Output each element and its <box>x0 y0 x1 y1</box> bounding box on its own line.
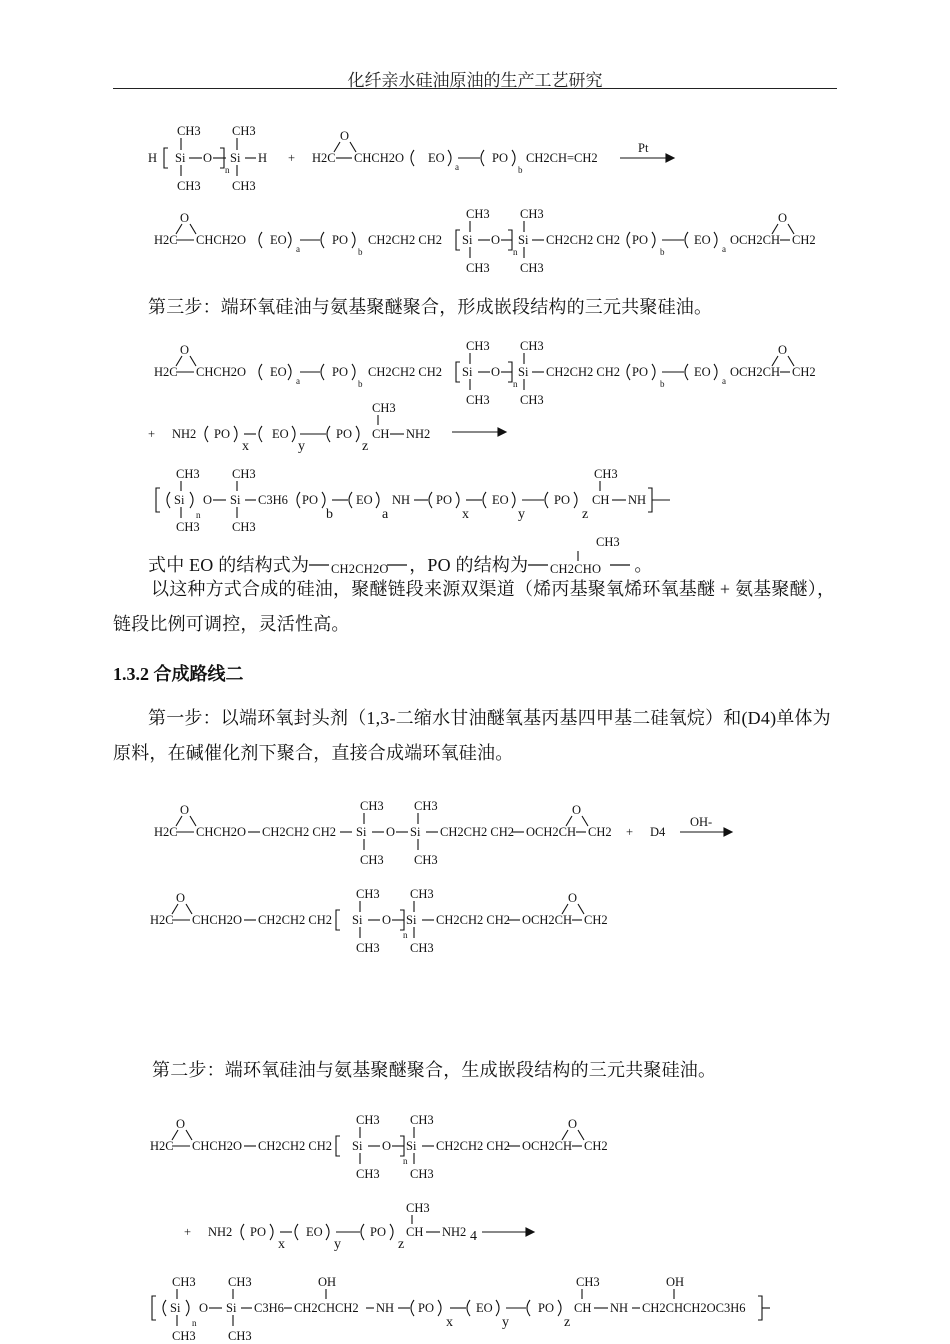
po-methyl <box>590 532 630 550</box>
chem-label: Si <box>175 151 186 165</box>
chem-label: H2C <box>154 233 178 247</box>
chem-label: Si <box>462 233 473 247</box>
scheme-route2-amino-polyether <box>0 1196 950 1256</box>
chem-label: PO <box>302 493 318 507</box>
chem-label: b <box>326 507 333 522</box>
chem-label: CH3 <box>360 853 384 867</box>
chem-label: NH <box>628 493 647 507</box>
chem-label: OCH2CH <box>526 825 577 839</box>
product-block-copolymer <box>0 462 950 534</box>
chem-label: O <box>180 803 190 817</box>
running-header: 化纤亲水硅油原油的生产工艺研究 <box>347 71 603 90</box>
chem-label: a <box>296 244 300 254</box>
chem-label: PO <box>336 427 352 441</box>
chem-label: CHCH2O <box>192 913 243 927</box>
chem-label: CH2CH2 CH2 <box>436 1139 510 1153</box>
chem-label: NH2 <box>172 427 197 441</box>
chem-label: CH3 <box>520 261 544 275</box>
chem-label: CH3 <box>356 941 380 955</box>
chem-label: CH3 <box>356 1113 380 1127</box>
chem-label: O <box>203 493 213 507</box>
chem-label: CHCH2O <box>196 825 247 839</box>
scheme-amino-polyether <box>0 398 950 458</box>
chem-label: CH3 <box>520 393 544 407</box>
chem-label: CH3 <box>414 799 438 813</box>
chem-label: CH3 <box>410 1113 434 1127</box>
chem-label: CHCH2O <box>354 151 405 165</box>
chem-label: H2C <box>154 825 178 839</box>
chem-label: Pt <box>638 141 649 155</box>
chem-label: y <box>518 507 525 522</box>
step2-text: 第二步：端环氧硅油与氨基聚醚聚合，生成嵌段结构的三元共聚硅油。 <box>152 1060 717 1080</box>
chem-label: CH3 <box>410 941 434 955</box>
chem-label: CH3 <box>172 1275 196 1289</box>
chem-label: CH3 <box>594 467 618 481</box>
chem-label: Si <box>352 913 363 927</box>
chem-label: CH3 <box>177 124 201 138</box>
chem-label: CH3 <box>232 179 256 193</box>
chem-label: PO <box>332 233 348 247</box>
chem-label: CH2CHCH2OC3H6 <box>642 1301 746 1315</box>
chem-label: CH3 <box>372 401 396 415</box>
chem-label: PO <box>632 365 648 379</box>
chem-label: CH2 <box>792 365 816 379</box>
formula-note-prefix: 式中 EO 的结构式为 <box>148 555 310 575</box>
chem-label: n <box>196 510 201 520</box>
chem-label: + <box>148 427 156 441</box>
chem-label: CH3 <box>410 1167 434 1181</box>
chem-label: CH3 <box>520 339 544 353</box>
chem-label: z <box>362 439 369 454</box>
chem-label: + <box>626 825 634 839</box>
chem-label: PO <box>492 151 508 165</box>
chem-label: x <box>462 507 469 522</box>
chem-label: CH3 <box>232 467 256 481</box>
chem-label: OCH2CH <box>730 233 781 247</box>
chem-label: O <box>203 151 213 165</box>
chem-label: CH3 <box>410 887 434 901</box>
chem-label: n <box>513 379 518 389</box>
chem-label: Si <box>518 233 529 247</box>
chem-label: a <box>722 376 726 386</box>
chem-label: CH2CH2O <box>331 562 389 575</box>
chem-label: EO <box>694 233 711 247</box>
chem-label: x <box>446 1315 453 1330</box>
chem-label: b <box>518 165 523 175</box>
chem-label: Si <box>518 365 529 379</box>
chem-label: CH3 <box>360 799 384 813</box>
chem-label: O <box>176 1117 186 1131</box>
chem-label: OCH2CH <box>522 913 573 927</box>
section-heading: 1.3.2 合成路线二 <box>113 664 244 684</box>
chem-label: NH2 <box>208 1225 233 1239</box>
scheme-route2-step2-silicone <box>0 1106 950 1186</box>
chem-label: O <box>778 343 788 357</box>
chem-label: CH <box>592 493 610 507</box>
chem-label: Si <box>406 913 417 927</box>
chem-label: O <box>491 233 501 247</box>
chem-label: Si <box>462 365 473 379</box>
chem-label: EO <box>356 493 373 507</box>
chem-label: CH3 <box>414 853 438 867</box>
chem-label: EO <box>694 365 711 379</box>
chem-label: z <box>564 1315 571 1330</box>
chem-label: OCH2CH <box>730 365 781 379</box>
chem-label: b <box>358 247 363 257</box>
chem-label: O <box>568 891 578 905</box>
chem-label: CH2CHCH2 <box>294 1301 359 1315</box>
chem-label: CH3 <box>520 207 544 221</box>
chem-label: a <box>455 162 459 172</box>
chem-label: CH3 <box>466 207 490 221</box>
chem-label: CH3 <box>466 393 490 407</box>
chem-label: CH3 <box>177 179 201 193</box>
chem-label: CH <box>372 427 390 441</box>
chem-label: CH3 <box>406 1201 430 1215</box>
chem-label: PO <box>554 493 570 507</box>
chem-label: H <box>148 151 158 165</box>
chem-label: O <box>491 365 501 379</box>
chem-label: EO <box>306 1225 323 1239</box>
chem-label: Si <box>356 825 367 839</box>
chem-label: CHCH2O <box>196 233 247 247</box>
chem-label: O <box>382 1139 392 1153</box>
chem-label: CH3 <box>596 535 620 549</box>
product-route2-epoxy-silicone <box>0 880 950 960</box>
chem-label: Si <box>230 493 241 507</box>
chem-label: CH2CH2 CH2 <box>436 913 510 927</box>
chem-label: C3H6 <box>258 493 288 507</box>
chem-label: Si <box>406 1139 417 1153</box>
chem-label: CH2CH2 CH2 <box>546 233 620 247</box>
chem-label: CH2 <box>584 1139 608 1153</box>
chem-label: CH2 <box>588 825 612 839</box>
chem-label: CH2CH2 CH2 <box>258 1139 332 1153</box>
chem-label: x <box>278 1237 285 1252</box>
chem-label: CHCH2O <box>192 1139 243 1153</box>
chem-label: CH2CH=CH2 <box>526 151 598 165</box>
chem-label: Si <box>410 825 421 839</box>
chem-label: CH2 <box>792 233 816 247</box>
chem-label: OH <box>318 1275 337 1289</box>
chem-label: H2C <box>312 151 336 165</box>
chem-label: n <box>403 930 408 940</box>
step1-text: 第一步：以端环氧封头剂（1,3-二缩水甘油醚氧基丙基四甲基二硅氧烷）和(D4)单体为原料，在碱催化剂下聚合，直接合成端环氧硅油。 <box>113 708 831 763</box>
chem-label: CH2CH2 CH2 <box>440 825 514 839</box>
chem-label: CH3 <box>466 261 490 275</box>
chem-label: O <box>778 211 788 225</box>
chem-label: CH2CH2 CH2 <box>368 233 442 247</box>
chem-label: O <box>382 913 392 927</box>
chem-label: n <box>513 247 518 257</box>
chem-label: CH2CH2 CH2 <box>262 825 336 839</box>
chem-label: Si <box>352 1139 363 1153</box>
chem-label: CH2 <box>584 913 608 927</box>
chem-label: PO <box>436 493 452 507</box>
chem-label: Si <box>174 493 185 507</box>
chem-label: y <box>298 439 305 454</box>
chem-label: y <box>334 1237 341 1252</box>
formula-note-end: 。 <box>634 555 653 575</box>
paragraph-route-one: 以这种方式合成的硅油，聚醚链段来源双渠道（烯丙基聚氧烯环氧基醚 + 氨基聚醚），链段比例可调控，灵活性高。 <box>113 579 836 634</box>
chem-label: z <box>582 507 589 522</box>
chem-label: CH2CHO <box>550 562 602 575</box>
product-route2-block-copolymer <box>0 1270 950 1344</box>
chem-label: CH3 <box>232 520 256 534</box>
chem-label: n <box>403 1156 408 1166</box>
chem-label: CHCH2O <box>196 365 247 379</box>
step3-text: 第三步：端环氧硅油与氨基聚醚聚合，形成嵌段结构的三元共聚硅油。 <box>148 297 713 317</box>
chem-label: O <box>180 343 190 357</box>
chem-label: O <box>568 1117 578 1131</box>
chem-label: CH3 <box>466 339 490 353</box>
chem-label: O <box>199 1301 209 1315</box>
chem-label: Si <box>230 151 241 165</box>
chem-label: H2C <box>154 365 178 379</box>
product-epoxy-silicone <box>0 200 950 282</box>
chem-label: CH3 <box>228 1275 252 1289</box>
chem-label: CH3 <box>232 124 256 138</box>
chem-label: EO <box>270 365 287 379</box>
chem-label: PO <box>538 1301 554 1315</box>
chem-label: CH <box>574 1301 592 1315</box>
scheme-route2-step1 <box>0 792 950 872</box>
chem-label: CH3 <box>576 1275 600 1289</box>
chem-label: Si <box>226 1301 237 1315</box>
chem-label: NH2 <box>442 1225 467 1239</box>
chem-label: OH- <box>690 815 713 829</box>
chem-label: O <box>386 825 396 839</box>
chem-label: PO <box>370 1225 386 1239</box>
chem-label: NH <box>392 493 411 507</box>
formula-note-mid: ，PO 的结构为 <box>409 555 529 575</box>
chem-label: CH <box>406 1225 424 1239</box>
chem-label: a <box>722 244 726 254</box>
chem-label: EO <box>428 151 445 165</box>
chem-label: PO <box>418 1301 434 1315</box>
chem-label: PO <box>214 427 230 441</box>
chem-label: n <box>225 165 230 175</box>
chem-label: H2C <box>150 913 174 927</box>
chem-label: CH2CH2 CH2 <box>546 365 620 379</box>
chem-label: CH3 <box>356 887 380 901</box>
chem-label: a <box>296 376 300 386</box>
chem-label: CH3 <box>176 520 200 534</box>
chem-label: OCH2CH <box>522 1139 573 1153</box>
chem-label: + <box>288 151 296 165</box>
chem-label: O <box>176 891 186 905</box>
chem-label: O <box>340 129 350 143</box>
chem-label: CH2CH2 CH2 <box>368 365 442 379</box>
chem-label: PO <box>332 365 348 379</box>
chem-label: + <box>184 1225 192 1239</box>
chem-label: 4 <box>470 1229 477 1244</box>
chem-label: n <box>192 1318 197 1328</box>
chem-label: z <box>398 1237 405 1252</box>
chem-label: H2C <box>150 1139 174 1153</box>
chem-label: a <box>382 507 389 522</box>
chem-label: C3H6 <box>254 1301 284 1315</box>
chem-label: EO <box>492 493 509 507</box>
chem-label: D4 <box>650 825 666 839</box>
chem-label: NH2 <box>406 427 431 441</box>
chem-label: H <box>258 151 268 165</box>
chem-label: EO <box>272 427 289 441</box>
chem-label: x <box>242 439 249 454</box>
chem-label: CH2CH2 CH2 <box>258 913 332 927</box>
chem-label: y <box>502 1315 509 1330</box>
chem-label: NH <box>610 1301 629 1315</box>
chem-label: Si <box>170 1301 181 1315</box>
chem-label: EO <box>270 233 287 247</box>
chem-label: O <box>572 803 582 817</box>
chem-label: CH3 <box>176 467 200 481</box>
chem-label: CH3 <box>356 1167 380 1181</box>
chem-label: b <box>660 379 665 389</box>
header-rule <box>113 88 837 89</box>
chem-label: CH3 <box>172 1329 196 1343</box>
chem-label: EO <box>476 1301 493 1315</box>
chem-label: OH <box>666 1275 685 1289</box>
chem-label: PO <box>632 233 648 247</box>
chem-label: b <box>660 247 665 257</box>
scheme-hydrosilylation <box>0 118 950 198</box>
chem-label: PO <box>250 1225 266 1239</box>
chem-label: O <box>180 211 190 225</box>
chem-label: NH <box>376 1301 395 1315</box>
chem-label: CH3 <box>228 1329 252 1343</box>
chem-label: b <box>358 379 363 389</box>
